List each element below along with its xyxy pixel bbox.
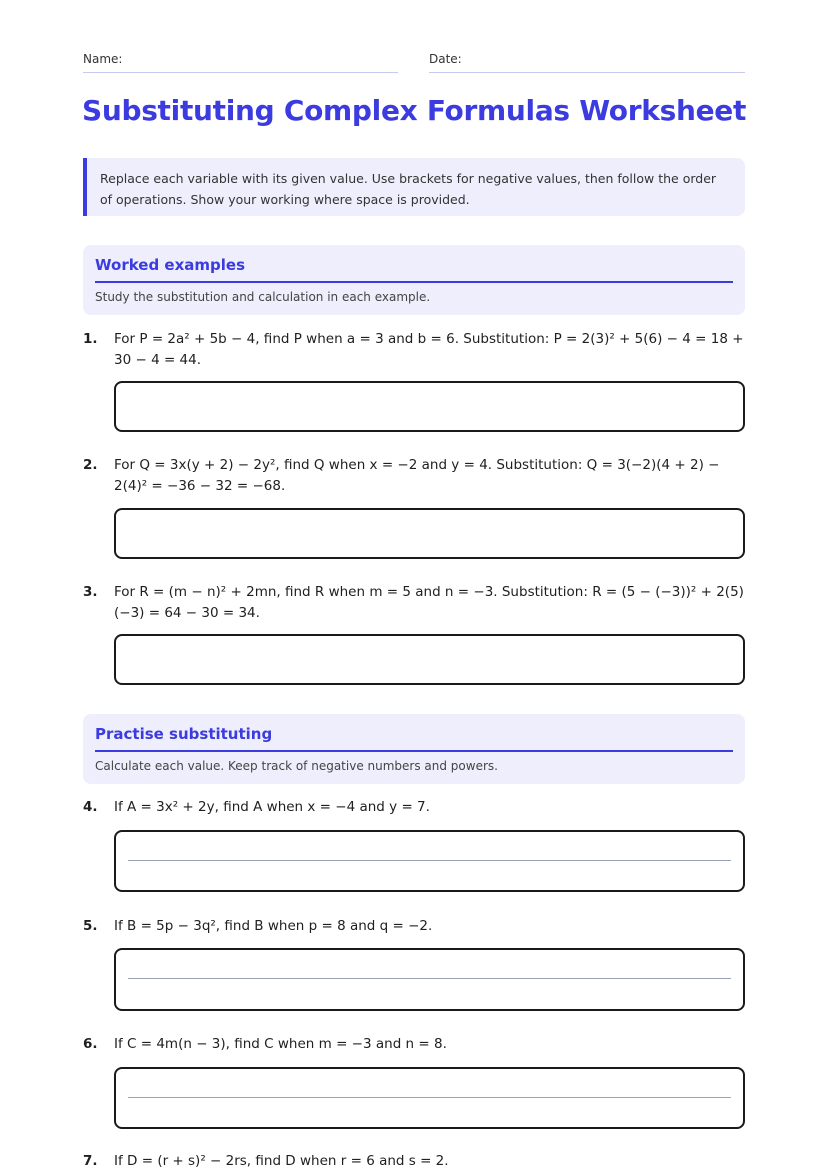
question-text: If D = (r + s)² − 2rs, find D when r = 6 and s = 2. xyxy=(114,1153,449,1169)
question-number: 7. xyxy=(83,1153,98,1169)
question-text: If C = 4m(n − 3), find C when m = −3 and n = 8. xyxy=(114,1036,447,1052)
question-6 xyxy=(83,1034,745,1055)
answer-box-4[interactable] xyxy=(114,830,745,892)
question-text: For P = 2a² + 5b − 4, find P when a = 3 and b = 6. Substitution: P = 2(3)² + 5(6) − 4 = 18 + 30 − 4 = 44. xyxy=(114,331,744,368)
name-label: Name: xyxy=(83,52,123,66)
instructions-box: Replace each variable with its given value. Use brackets for negative values, then follow the order of operations. Show your working where space is provided. xyxy=(83,158,745,216)
name-field[interactable] xyxy=(83,52,398,73)
writing-line xyxy=(128,978,731,979)
question-number: 1. xyxy=(83,331,98,347)
question-text: For R = (m − n)² + 2mn, find R when m = 5 and n = −3. Substitution: R = (5 − (−3))² + 2(5)(−3) = 64 − 30 = 34. xyxy=(114,584,744,621)
question-text: For Q = 3x(y + 2) − 2y², find Q when x = −2 and y = 4. Substitution: Q = 3(−2)(4 + 2) − 2(4)² = −36 − 32 = −68. xyxy=(114,457,720,494)
section-practise-substituting xyxy=(83,714,745,784)
answer-box-3[interactable] xyxy=(114,634,745,685)
section-description: Calculate each value. Keep track of negative numbers and powers. xyxy=(95,759,498,773)
question-1 xyxy=(83,329,745,371)
question-7 xyxy=(83,1151,745,1172)
question-5 xyxy=(83,916,745,937)
section-worked-examples xyxy=(83,245,745,315)
question-number: 2. xyxy=(83,457,98,473)
date-label: Date: xyxy=(429,52,462,66)
question-number: 5. xyxy=(83,918,98,934)
question-text: If B = 5p − 3q², find B when p = 8 and q = −2. xyxy=(114,918,433,934)
answer-box-1[interactable] xyxy=(114,381,745,432)
section-title: Worked examples xyxy=(95,245,733,283)
section-description: Study the substitution and calculation in each example. xyxy=(95,290,431,304)
question-text: If A = 3x² + 2y, find A when x = −4 and y = 7. xyxy=(114,799,430,815)
question-2 xyxy=(83,455,745,497)
question-4 xyxy=(83,797,745,818)
question-3 xyxy=(83,582,745,624)
answer-box-5[interactable] xyxy=(114,948,745,1011)
section-title: Practise substituting xyxy=(95,714,733,752)
question-number: 6. xyxy=(83,1036,98,1052)
answer-box-6[interactable] xyxy=(114,1067,745,1129)
writing-line xyxy=(128,1097,731,1098)
header-row xyxy=(83,52,745,74)
answer-box-2[interactable] xyxy=(114,508,745,559)
question-number: 3. xyxy=(83,584,98,600)
writing-line xyxy=(128,860,731,861)
question-number: 4. xyxy=(83,799,98,815)
date-field[interactable] xyxy=(429,52,745,73)
page-title: Substituting Complex Formulas Worksheet xyxy=(81,94,747,127)
